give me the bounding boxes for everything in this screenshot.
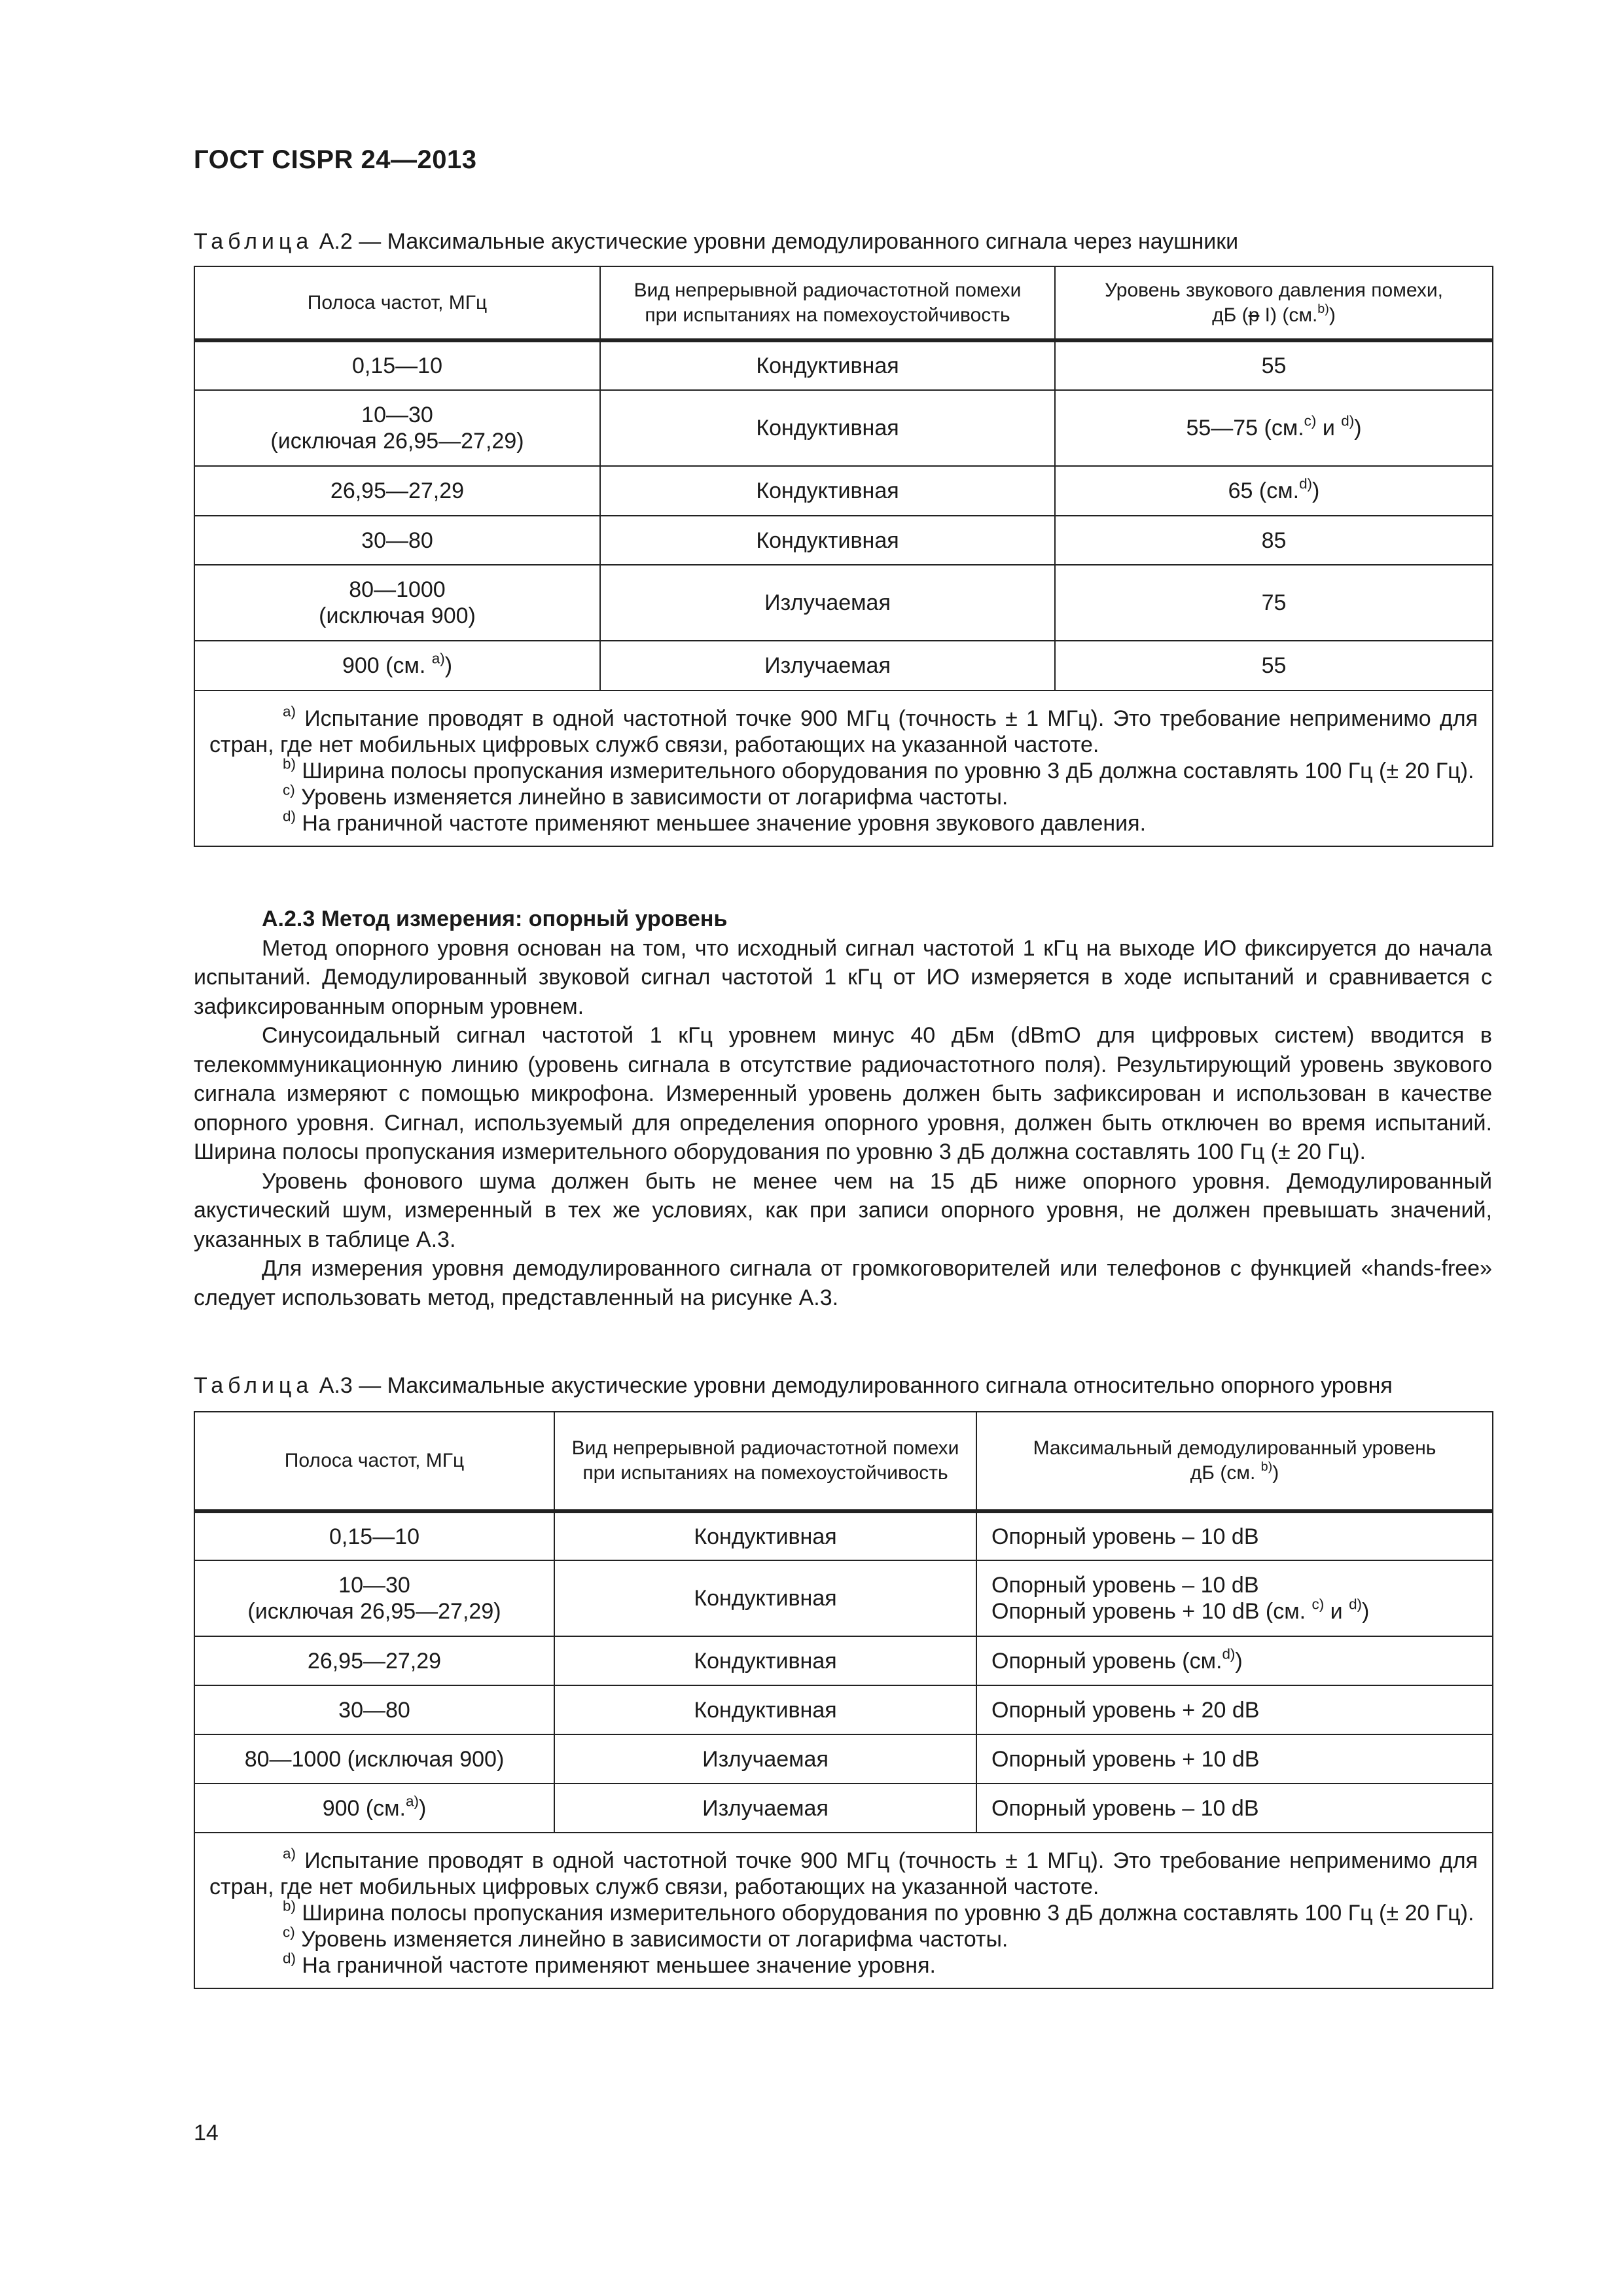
table-row: 0,15—10 Кондуктивная Опорный уровень – 10 dB: [194, 1511, 1493, 1560]
table-notes-row: [194, 691, 1493, 846]
paragraph: Уровень фонового шума должен быть не менее чем на 15 дБ ниже опорного уровня. Демодулированный акустический шум, измеренный в тех же условиях, как при записи опорного уровня, не должен превышать значений, указанных в таблице А.3.: [194, 1168, 1492, 1252]
table-a2-footnotes: [194, 691, 1493, 846]
page-number: 14: [194, 2121, 219, 2145]
column-header-interference-type: Вид непрерывной радиочастотной помехи при испытаниях на помехоустойчивость: [600, 266, 1055, 340]
column-header-sound-level: Уровень звукового давления помехи, дБ (р I) (см.$^{b)}$): [1055, 266, 1493, 340]
table-header-row: [194, 266, 1493, 340]
footnote-b: $^{b)}$ Ширина полосы пропускания измерительного оборудования по уровню 3 дБ должна составлять 100 Гц (± 20 Гц).: [283, 1897, 1474, 1926]
table-row: 10—30 (исключая 26,95—27,29) Кондуктивная 55—75 (см.$^{c)}$ и $^{d)}$): [194, 390, 1493, 466]
table-row: 900 (см. $^{a)}$) Излучаемая 55: [194, 641, 1493, 691]
table-row: 80—1000 (исключая 900) Излучаемая Опорный уровень + 10 dB: [194, 1734, 1493, 1784]
footnote-b: $^{b)}$ Ширина полосы пропускания измерительного оборудования по уровню 3 дБ должна составлять 100 Гц (± 20 Гц).: [283, 755, 1474, 783]
table-header-row: [194, 1412, 1493, 1511]
table-row: 80—1000 (исключая 900) Излучаемая 75: [194, 565, 1493, 641]
paragraph: Метод опорного уровня основан на том, что исходный сигнал частотой 1 кГц на выходе ИО фиксируется до начала испытаний. Демодулированный звуковой сигнал частотой 1 кГц от ИО измеряется в ходе испытаний и сравнивается с зафиксированным опорным уровнем.: [194, 935, 1492, 1019]
column-header-band: Полоса частот, МГц: [194, 1412, 554, 1511]
table-row: 0,15—10 Кондуктивная 55: [194, 340, 1493, 390]
table-row: 26,95—27,29 Кондуктивная Опорный уровень (см.$^{d)}$): [194, 1636, 1493, 1685]
section-a23: [194, 905, 1492, 1312]
footnote-d: $^{d)}$ На граничной частоте применяют меньшее значение уровня звукового давления.: [283, 808, 1147, 836]
footnote-a: $^{a)}$ Испытание проводят в одной частотной точке 900 МГц (точность ± 1 МГц). Это требование неприменимо для стран, где нет мобильных цифровых служб связи, работающих на указанной частоте.: [209, 703, 1478, 757]
footnote-d: $^{d)}$ На граничной частоте применяют меньшее значение уровня.: [283, 1950, 936, 1978]
paragraph: Для измерения уровня демодулированного сигнала от громкоговорителей или телефонов с функцией «hands-free» следует использовать метод, представленный на рисунке А.3.: [194, 1256, 1492, 1310]
paragraph: Синусоидальный сигнал частотой 1 кГц уровнем минус 40 дБм (dBmO для цифровых систем) вводится в телекоммуникационную линию (уровень сигнала в отсутствие радиочастотного поля). Результирующий уровень звукового сигнала измеряют с помощью микрофона. Измеренный уровень должен быть зафиксирован и использован в качестве опорного уровня. Сигнал, используемый для определения опорного уровня, должен быть отключен во время испытаний. Ширина полосы пропускания измерительного оборудования по уровню 3 дБ должна составлять 100 Гц (± 20 Гц).: [194, 1023, 1492, 1164]
footnote-c: $^{c)}$ Уровень изменяется линейно в зависимости от логарифма частоты.: [283, 781, 1008, 810]
section-heading: А.2.3 Метод измерения: опорный уровень: [262, 906, 728, 931]
column-header-band: Полоса частот, МГц: [194, 266, 600, 340]
table-a2: [194, 266, 1493, 847]
column-header-interference-type: Вид непрерывной радиочастотной помехи при испытаниях на помехоустойчивость: [554, 1412, 976, 1511]
table-a3-footnotes: [194, 1833, 1493, 1988]
footnote-a: $^{a)}$ Испытание проводят в одной частотной точке 900 МГц (точность ± 1 МГц). Это требование неприменимо для стран, где нет мобильных цифровых служб связи, работающих на указанной частоте.: [209, 1845, 1478, 1899]
table-a3-caption: Таблица А.3 — Максимальные акустические уровни демодулированного сигнала относительно опорного уровня: [194, 1373, 1393, 1398]
table-a2-caption: Таблица А.2 — Максимальные акустические уровни демодулированного сигнала через наушники: [194, 229, 1239, 254]
column-header-max-level: Максимальный демодулированный уровень дБ (см. $^{b)}$): [976, 1412, 1493, 1511]
table-row: 30—80 Кондуктивная Опорный уровень + 20 dB: [194, 1685, 1493, 1734]
footnote-c: $^{c)}$ Уровень изменяется линейно в зависимости от логарифма частоты.: [283, 1924, 1008, 1952]
document-header: ГОСТ CISPR 24—2013: [194, 145, 477, 174]
table-row: 30—80 Кондуктивная 85: [194, 516, 1493, 565]
table-row: 26,95—27,29 Кондуктивная 65 (см.$^{d)}$): [194, 466, 1493, 516]
table-a3: [194, 1411, 1493, 1989]
table-notes-row: [194, 1833, 1493, 1988]
table-row: 10—30 (исключая 26,95—27,29) Кондуктивная Опорный уровень – 10 dB Опорный уровень + 10 dB (см. $^{c)}$ и $^{d)}$): [194, 1560, 1493, 1636]
table-row: 900 (см.$^{a)}$) Излучаемая Опорный уровень – 10 dB: [194, 1784, 1493, 1833]
